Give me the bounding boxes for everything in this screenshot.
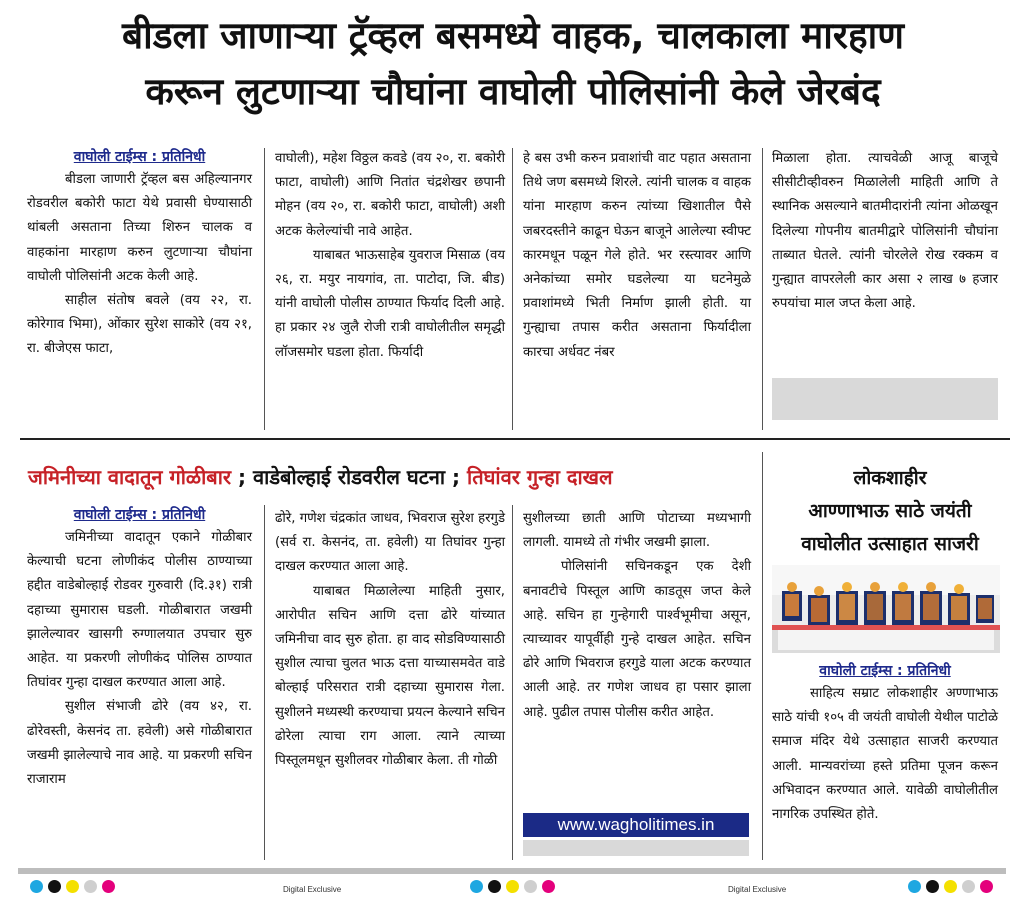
story2-column-1 [27, 504, 252, 792]
story1-paragraph: साहील संतोष बवले (वय २२, रा. कोरेगाव भिमा), ओंकार सुरेश साकोरे (वय २१, रा. बीजेएस फाटा, [27, 293, 252, 357]
registration-dot [980, 880, 993, 893]
registration-dot [470, 880, 483, 893]
story3-title-line1: लोकशाहीर [853, 467, 927, 489]
website-url-banner[interactable]: www.wagholitimes.in [523, 813, 749, 837]
story2-headline-part3: तिघांवर गुन्हा दाखल [467, 465, 613, 489]
story2-byline: वाघोली टाईम्स : प्रतिनिधी [73, 507, 206, 523]
story3-title-line2: आण्णाभाऊ साठे जयंती [808, 500, 972, 522]
story3-title [772, 462, 1008, 561]
registration-dot [542, 880, 555, 893]
footer-bar [18, 868, 1006, 874]
story1-paragraph: याबाबत भाऊसाहेब युवराज मिसाळ (वय २६, रा. मयुर नायगांव, ता. पाटोदा, जि. बीड) यांनी वाघोली पोलीस ठाण्यात फिर्याद दिली आहे. हा प्रकार २४ जुलै रोजी रात्री वाघोलीतील समृद्धी लॉजसमोर घडला होता. फिर्यादी [275, 247, 505, 360]
registration-dot [66, 880, 79, 893]
story1-paragraph: बीडला जाणारी ट्रॅव्हल बस अहिल्यानगर रोडवरील बकोरी फाटा येथे प्रवासी घेण्यासाठी थांबली असताना तिच्या शिरुन चालक व वाहकांना मारहाण करुन लुटणाऱ्या चौघांना वाघोली पोलिसांनी अटक केली आहे. [27, 172, 252, 284]
registration-dot [524, 880, 537, 893]
story2-column-2 [275, 507, 505, 773]
story1-column-1 [27, 146, 252, 362]
story2-paragraph: सुशीलच्या छाती आणि पोटाच्या मध्यभागी लागली. यामध्ये तो गंभीर जखमी झाला. [523, 511, 751, 551]
story1-column-3 [523, 147, 751, 365]
event-photo [772, 565, 1000, 653]
story3-paragraph: साहित्य सम्राट लोकशाहीर अण्णाभाऊ साठे यांची १०५ वी जयंती वाघोली येथील पाटोळे समाज मंदिर येथे उत्साहात साजरी करण्यात आली. मान्यवरांच्या हस्ते प्रतिमा पूजन करून अभिवादन करण्यात आले. यावेळी वाघोलीतील नागरिक उपस्थित होते. [772, 686, 998, 823]
registration-dot [926, 880, 939, 893]
story2-paragraph: सुशील संभाजी ढोरे (वय ४२, रा. ढोरेवस्ती, केसनंद ता. हवेली) असे गोळीबारात जखमी झालेल्याचे नाव आहे. या प्रकरणी सचिन राजाराम [27, 699, 252, 788]
registration-dot [962, 880, 975, 893]
story2-column-3 [523, 507, 751, 725]
footer-label-left: Digital Exclusive [283, 885, 342, 894]
column-divider [762, 148, 763, 430]
column-divider [512, 505, 513, 860]
story1-paragraph: हे बस उभी करुन प्रवाशांची वाट पहात असताना तिथे जण बसमध्ये शिरले. त्यांनी चालक व वाहक यांना मारहाण करुन त्यांच्या खिशातील पैसे जबरदस्तीने काढून घेऊन बाजूने आलेल्या स्वीफ्ट कारमधून पळून गेले होते. भर रस्त्यावर आणि अनेकांच्या समोर घडलेल्या या घटनेमुळे प्रवाशांमध्ये भिती निर्माण झाली होती. या गुन्ह्याचा तपास करीत असताना फिर्यादीला कारचा अर्धवट नंबर [523, 151, 751, 360]
story2-gray-strip [523, 840, 749, 856]
story2-headline-part2: वाडेबोल्हाई रोडवरील घटना [253, 465, 446, 489]
story2-paragraph: जमिनीच्या वादातून एकाने गोळीबार केल्याची घटना लोणीकंद पोलीस ठाण्याच्या हद्दीत वाडेबोल्हाई रोडवर गुरुवारी (दि.३१) रात्री दहाच्या सुमारास घडली. गोळीबारात जखमी झालेल्यावर खासगी रुग्णालयात उपचार सुरु आहेत. या प्रकरणी लोणीकंद पोलिस ठाण्यात तिघांवर गुन्हा दाखल करण्यात आला आहे. [27, 530, 252, 691]
footer-label-right: Digital Exclusive [728, 885, 787, 894]
story2-paragraph: ढोरे, गणेश चंद्रकांत जाधव, भिवराज सुरेश हरगुडे (सर्व रा. केसनंद, ता. हवेली) या तिघांवर गुन्हा दाखल करण्यात आला आहे. [275, 511, 505, 575]
story3-body [772, 660, 998, 827]
story1-paragraph: वाघोली), महेश विठ्ठल कवडे (वय २०, रा. बकोरी फाटा, वाघोली) आणि नितांत चंद्रशेखर छपानी मोहन (वय २०, रा. बकोरी फाटा, वाघोली) अशी अटक केलेल्यांची नावे आहेत. [275, 151, 505, 239]
registration-dot [944, 880, 957, 893]
registration-dot [488, 880, 501, 893]
story2-headline-separator: ; [231, 465, 254, 489]
column-divider [762, 452, 763, 860]
story1-byline: वाघोली टाईम्स : प्रतिनिधी [73, 149, 206, 165]
story1-column-2 [275, 147, 505, 365]
story2-paragraph: याबाबत मिळालेल्या माहिती नुसार, आरोपीत सचिन आणि दत्ता ढोरे यांच्यात जमिनीचा वाद सुरु होता. हा वाद सोडविण्यासाठी सुशील त्याचा चुलत भाऊ दत्ता याच्यासमवेत वाडे बोल्हाई परिसरात रात्री दहाच्या सुमारास गेला. सुशीलने मध्यस्थी करण्याचा प्रयत्न केल्याने सचिन ढोरेला त्याचा राग आला. त्याने त्याच्या पिस्तूलमधून सुशीलवर गोळीबार केला. ती गोळी [275, 583, 505, 769]
column-divider [264, 505, 265, 860]
story2-paragraph: पोलिसांनी सचिनकडून एक देशी बनावटीचे पिस्तूल आणि काडतूस जप्त केले आहे. सचिन हा गुन्हेगारी पार्श्वभूमीचा असून, त्याच्यावर यापूर्वीही गुन्हे दाखल आहेत. सचिन ढोरे आणि भिवराज हरगुडे याला अटक करण्यात आली आहे. तर गणेश जाधव हा पसार झाला आहे. पुढील तपास पोलीस करीत आहेत. [523, 559, 751, 720]
story1-paragraph: मिळाला होता. त्याचवेळी आजू बाजूचे सीसीटीव्हीवरुन मिळालेली माहिती आणि ते स्थानिक असल्याने बातमीदारांनी त्यांना ओळखून दिलेल्या गोपनीय बातमीद्वारे पोलिसांनी चौघांना ताब्यात घेतले. त्यांनी चोरलेले रोख रक्कम व गुन्ह्यात वापरलेली कार असा २ लाख ७ हजार रुपयांचा माल जप्त केला आहे. [772, 151, 998, 312]
story3-title-line3: वाघोलीत उत्साहात साजरी [801, 533, 979, 555]
story2-headline-part1: जमिनीच्या वादातून गोळीबार [28, 465, 232, 489]
main-headline [18, 8, 1008, 120]
section-divider [20, 438, 1010, 440]
registration-dot [102, 880, 115, 893]
color-registration-dots-right [908, 880, 993, 893]
main-headline-line2: करून लुटणाऱ्या चौघांना वाघोली पोलिसांनी केले जेरबंद [145, 70, 881, 113]
story2-headline [28, 463, 613, 491]
registration-dot [908, 880, 921, 893]
event-photo-illustration [772, 565, 1000, 653]
story3-byline: वाघोली टाईम्स : प्रतिनिधी [819, 663, 951, 679]
column-divider [264, 148, 265, 430]
story1-gray-box [772, 378, 998, 420]
color-registration-dots-center [470, 880, 555, 893]
main-headline-line1: बीडला जाणाऱ्या ट्रॅव्हल बसमध्ये वाहक, चालकाला मारहाण [122, 14, 904, 57]
registration-dot [84, 880, 97, 893]
column-divider [512, 148, 513, 430]
registration-dot [30, 880, 43, 893]
story1-column-4 [772, 147, 998, 316]
registration-dot [48, 880, 61, 893]
story2-headline-separator: ; [445, 465, 468, 489]
color-registration-dots-left [30, 880, 115, 893]
registration-dot [506, 880, 519, 893]
